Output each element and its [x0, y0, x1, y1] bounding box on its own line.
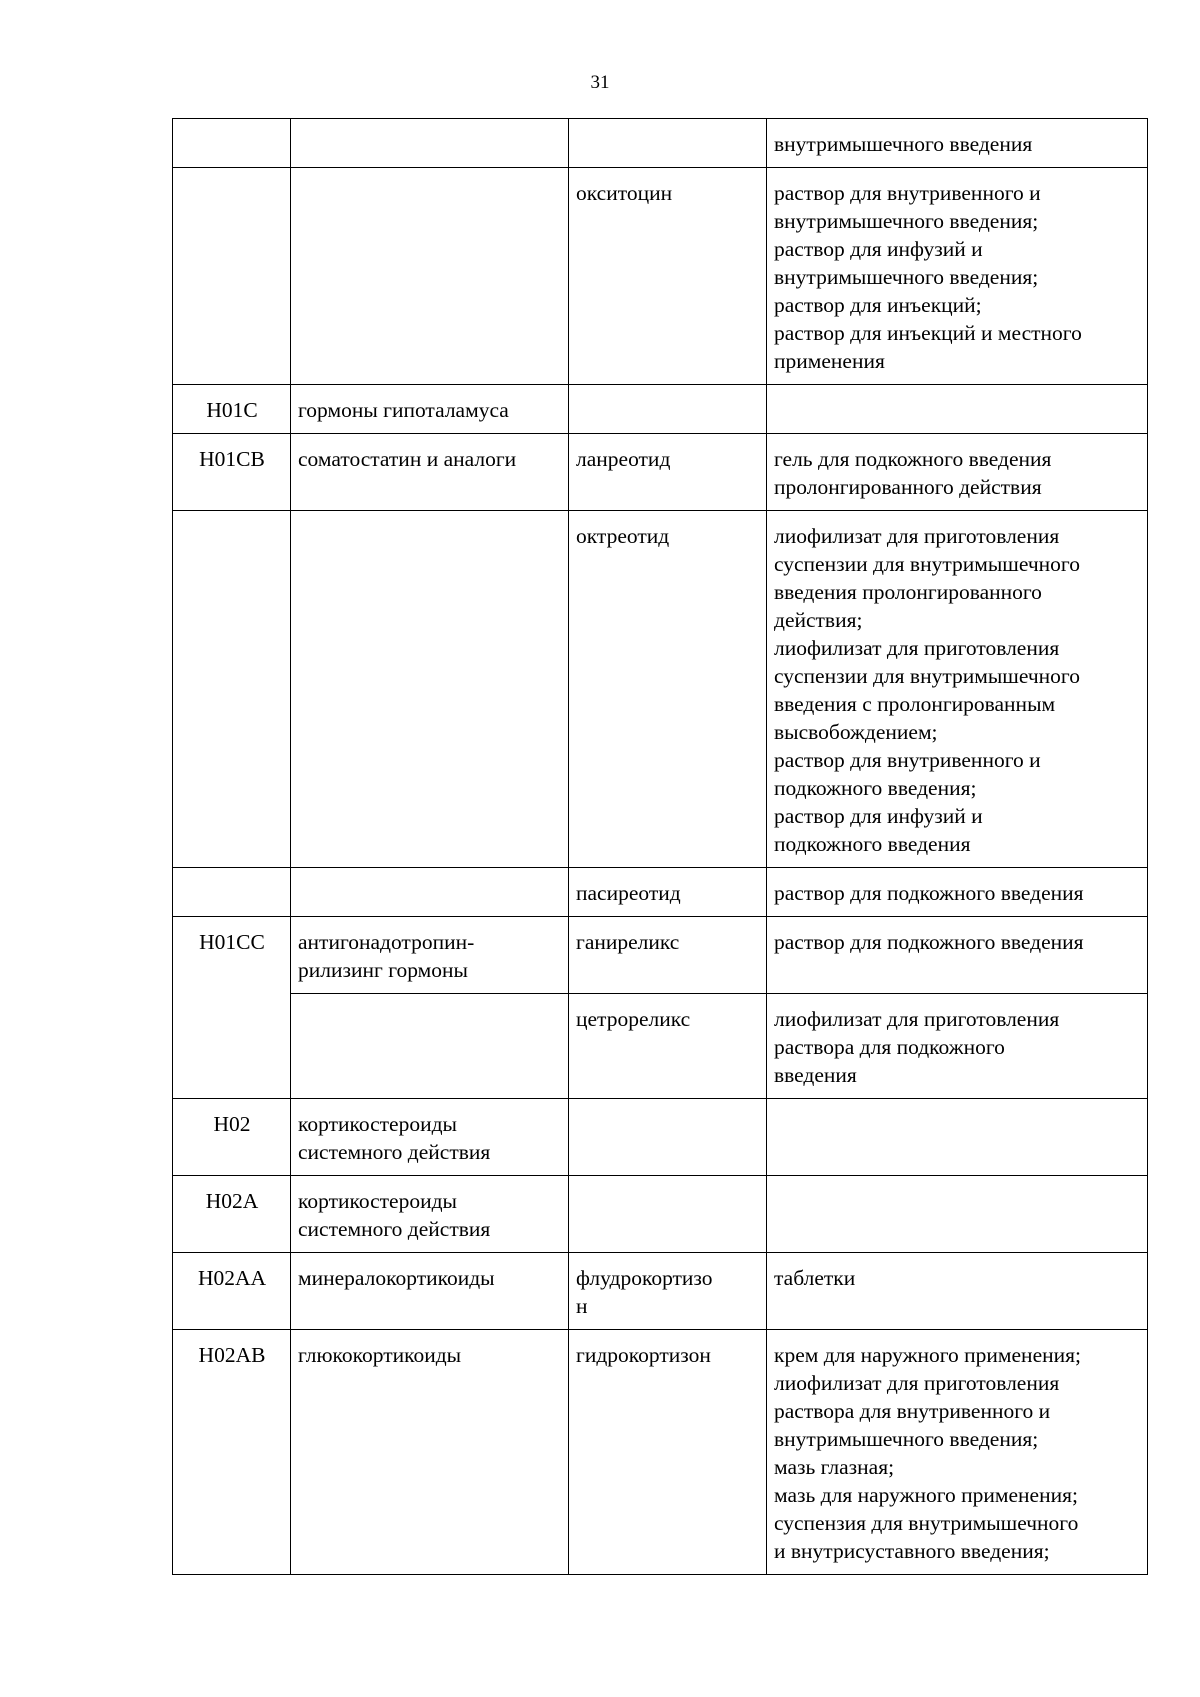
table-row [173, 511, 1148, 868]
drug-name-cell: октреотид [569, 511, 767, 868]
atc-code-cell: H01CB [173, 434, 291, 511]
drug-name-cell [569, 1099, 767, 1176]
dosage-form-cell: гель для подкожного введения пролонгированного действия [767, 434, 1148, 511]
atc-code-cell: H02A [173, 1176, 291, 1253]
drug-name-cell: гидрокортизон [569, 1330, 767, 1575]
dosage-form-cell: лиофилизат для приготовления раствора для подкожного введения [767, 994, 1148, 1099]
table-row [173, 994, 1148, 1099]
atc-code-cell [173, 868, 291, 917]
table-row [173, 385, 1148, 434]
drug-name-cell [569, 385, 767, 434]
anatomical-group-cell [291, 868, 569, 917]
anatomical-group-cell: глюкокортикоиды [291, 1330, 569, 1575]
dosage-form-cell: раствор для подкожного введения [767, 868, 1148, 917]
drug-name-cell: окситоцин [569, 168, 767, 385]
drug-name-cell: ганиреликс [569, 917, 767, 994]
table-row [173, 1330, 1148, 1575]
atc-code-cell: H01CC [173, 917, 291, 1099]
page-number: 31 [590, 72, 610, 93]
drug-name-cell: ланреотид [569, 434, 767, 511]
table-row [173, 1099, 1148, 1176]
drug-name-cell: цетрореликс [569, 994, 767, 1099]
drug-name-cell: пасиреотид [569, 868, 767, 917]
table-row [173, 868, 1148, 917]
anatomical-group-cell: гормоны гипоталамуса [291, 385, 569, 434]
anatomical-group-cell [291, 994, 569, 1099]
table-row [173, 917, 1148, 994]
drug-name-cell [569, 119, 767, 168]
dosage-form-cell: таблетки [767, 1253, 1148, 1330]
dosage-form-cell: крем для наружного применения; лиофилизат для приготовления раствора для внутривенного и внутримышечного введения; мазь глазная; мазь для наружного применения; суспензия для внутримышечного и внутрисуставного введения; [767, 1330, 1148, 1575]
dosage-form-cell [767, 1099, 1148, 1176]
atc-code-cell [173, 511, 291, 868]
dosage-form-cell [767, 1176, 1148, 1253]
table-row [173, 168, 1148, 385]
dosage-form-cell: внутримышечного введения [767, 119, 1148, 168]
drug-name-cell: флудрокортизо н [569, 1253, 767, 1330]
anatomical-group-cell: соматостатин и аналоги [291, 434, 569, 511]
drug-name-cell [569, 1176, 767, 1253]
table-row [173, 1253, 1148, 1330]
atc-code-cell: H02AA [173, 1253, 291, 1330]
atc-code-cell: H01C [173, 385, 291, 434]
atc-code-cell: H02 [173, 1099, 291, 1176]
table-row [173, 434, 1148, 511]
table-row [173, 119, 1148, 168]
anatomical-group-cell [291, 168, 569, 385]
dosage-form-cell: лиофилизат для приготовления суспензии для внутримышечного введения пролонгированного действия; лиофилизат для приготовления суспензии для внутримышечного введения с пролонгированным высвобождением; раствор для внутривенного и подкожного введения; раствор для инфузий и подкожного введения [767, 511, 1148, 868]
anatomical-group-cell [291, 511, 569, 868]
atc-code-cell [173, 119, 291, 168]
anatomical-group-cell [291, 119, 569, 168]
anatomical-group-cell: кортикостероиды системного действия [291, 1099, 569, 1176]
dosage-form-cell: раствор для подкожного введения [767, 917, 1148, 994]
atc-code-cell: H02AB [173, 1330, 291, 1575]
dosage-form-cell: раствор для внутривенного и внутримышечного введения; раствор для инфузий и внутримышечного введения; раствор для инъекций; раствор для инъекций и местного применения [767, 168, 1148, 385]
table-row [173, 1176, 1148, 1253]
atc-code-cell [173, 168, 291, 385]
anatomical-group-cell: минералокортикоиды [291, 1253, 569, 1330]
anatomical-group-cell: кортикостероиды системного действия [291, 1176, 569, 1253]
anatomical-group-cell: антигонадотропин- рилизинг гормоны [291, 917, 569, 994]
dosage-form-cell [767, 385, 1148, 434]
drug-table [172, 118, 1148, 1575]
